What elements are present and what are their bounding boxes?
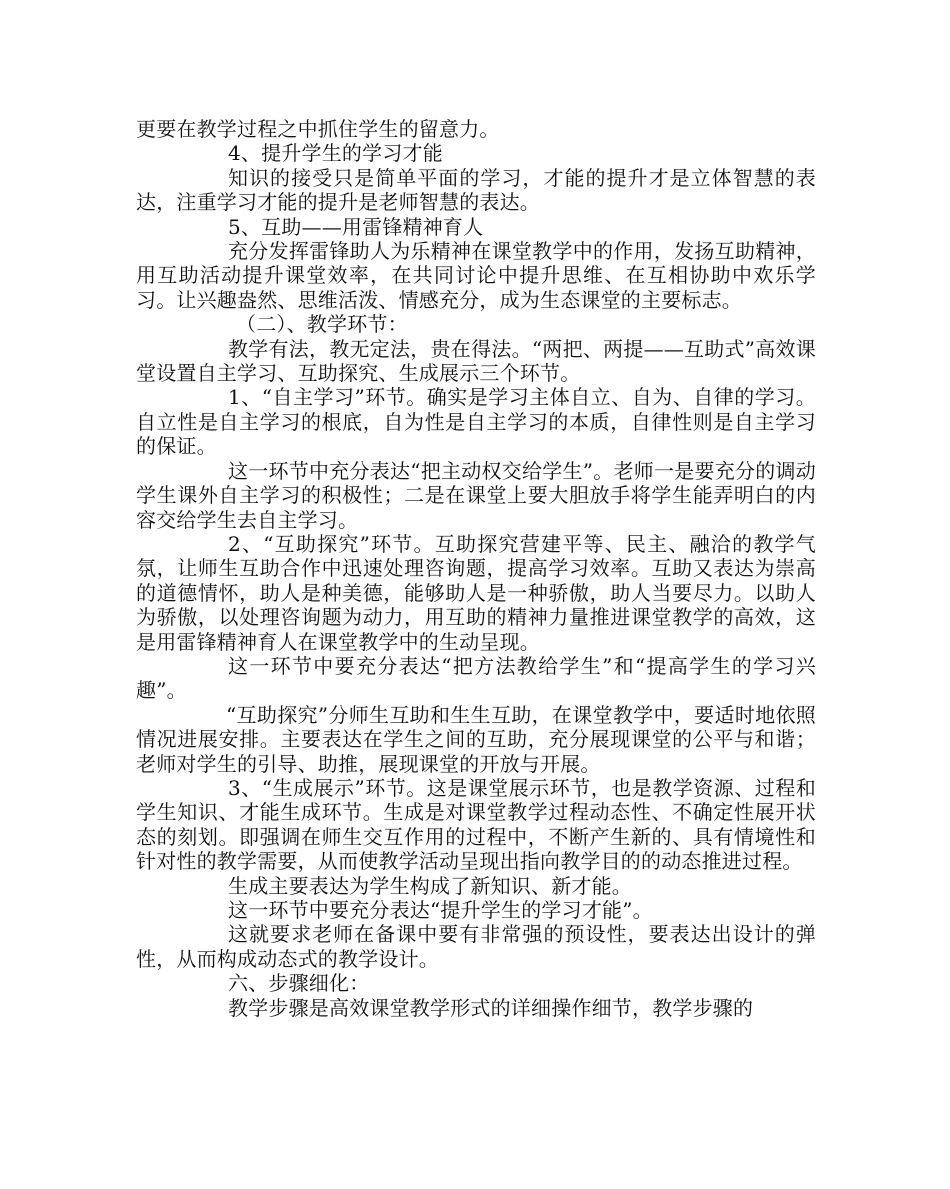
paragraph: 充分发挥雷锋助人为乐精神在课堂教学中的作用，发扬互助精神，用互助活动提升课堂效率，在共同讨论中提升思维、在互相协助中欢乐学习。让兴趣盎然、思维活泼、情感充分，成为生态课堂的主要标志。 — [136, 239, 816, 312]
paragraph: 教学步骤是高效课堂教学形式的详细操作细节，教学步骤的 — [228, 995, 754, 1020]
section-heading: 5、互助——用雷锋精神育人 — [228, 214, 484, 239]
paragraph: 这就要求老师在备课中要有非常强的预设性，要表达出设计的弹性，从而构成动态式的教学设计。 — [136, 922, 816, 971]
paragraph: 3、“生成展示”环节。这是课堂展示环节，也是教学资源、过程和学生知识、才能生成环节。生成是对课堂教学过程动态性、不确定性展开状态的刻划。即强调在师生交互作用的过程中，不断产生新的、具有情境性和针对性的教学需要，从而使教学活动呈现出指向教学目的的动态推进过程。 — [136, 775, 816, 874]
paragraph: 更要在教学过程之中抓住学生的留意力。 — [136, 117, 500, 141]
paragraph: 这一环节中要充分表达“把方法教给学生”和“提高学生的学习兴趣”。 — [136, 653, 816, 703]
paragraph: 1、“自主学习”环节。确实是学习主体自立、自为、自律的学习。自立性是自主学习的根底，自为性是自主学习的本质，自律性则是自主学习的保证。 — [136, 385, 816, 459]
section-heading: 4、提升学生的学习才能 — [228, 141, 443, 166]
section-heading: 六、步骤细化： — [228, 971, 370, 996]
paragraph: 这一环节中要充分表达“提升学生的学习才能”。 — [228, 898, 653, 922]
paragraph: 生成主要表达为学生构成了新知识、新才能。 — [228, 873, 632, 898]
paragraph: 这一环节中充分表达“把主动权交给学生”。老师一是要充分的调动学生课外自主学习的积极性；二是在课堂上要大胆放手将学生能弄明白的内容交给学生去自主学习。 — [136, 458, 816, 532]
paragraph: 知识的接受只是简单平面的学习，才能的提升才是立体智慧的表达，注重学习才能的提升是老师智慧的表达。 — [136, 165, 816, 215]
document-body — [136, 117, 816, 1020]
section-heading: （二）、教学环节： — [236, 312, 408, 337]
paragraph: 教学有法，教无定法，贵在得法。“两把、两提——互助式”高效课堂设置自主学习、互助探究、生成展示三个环节。 — [136, 336, 816, 386]
paragraph: 2、“互助探究”环节。互助探究营建平等、民主、融洽的教学气氛，让师生互助合作中迅速处理咨询题，提高学习效率。互助又表达为崇高的道德情怀，助人是种美德，能够助人是一种骄傲，助人当要尽力。以助人为骄傲，以处理咨询题为动力，用互助的精神力量推进课堂教学的高效，这是用雷锋精神育人在课堂教学中的生动呈现。 — [136, 531, 816, 654]
paragraph: “互助探究”分师生互助和生生互助，在课堂教学中，要适时地依照情况进展安排。主要表达在学生之间的互助，充分展现课堂的公平与和谐；老师对学生的引导、助推，展现课堂的开放与开展。 — [136, 702, 816, 776]
